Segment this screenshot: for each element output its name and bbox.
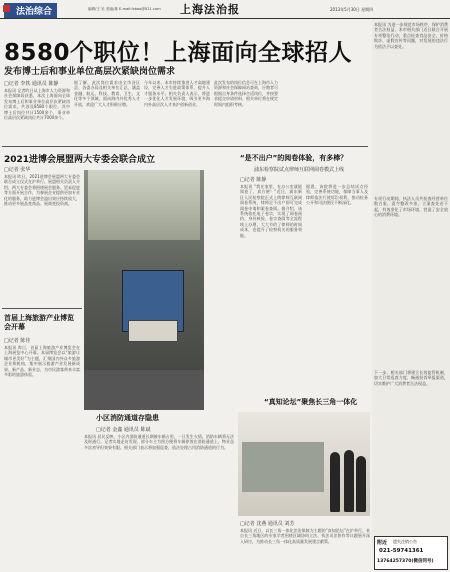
forum-title: “真知论坛”聚焦长三角一体化 bbox=[264, 398, 358, 406]
lead-byline: □记者 李铁 通讯员 陈静 bbox=[4, 81, 59, 87]
right-col-text-3: 下一步，相关部门将建立长效监管机制，加大日常巡查力度，畅通投诉举报渠道，切实维护广大消费者合法权益。 bbox=[374, 370, 448, 386]
divider bbox=[2, 308, 82, 309]
section-label: 法治综合 bbox=[4, 3, 57, 18]
lead-col-3: 今年以来，本市持续推进人才高地建设，完善人才引进政策体系，提升人才服务水平。相关负责人表示，将进一步优化人才发展环境，吸引更多海内外高层次人才来沪创新创业。 bbox=[144, 80, 210, 107]
person bbox=[356, 456, 366, 512]
feature-byline: □记者 陈静 bbox=[240, 177, 267, 183]
forum-photo bbox=[238, 412, 370, 516]
person bbox=[344, 450, 354, 512]
issue-date: 2013年5月30日 星期四 bbox=[330, 7, 374, 12]
display-board bbox=[242, 442, 324, 492]
ad-title: 附近 bbox=[377, 540, 388, 546]
masthead-info: 编辑/王 吴 美编/林 E-mail:fzbao@021.com bbox=[88, 7, 161, 11]
classified-ad bbox=[374, 536, 448, 570]
story2-byline: □记者 张华 bbox=[4, 167, 31, 173]
divider bbox=[2, 146, 368, 147]
photo-story-byline: □记者 金鑫 通讯员 陈斌 bbox=[96, 427, 151, 433]
right-col-text-1: 本报讯 为进一步规范市场秩序，保护消费者合法权益，本市相关部门近日联合开展专项整治行动，重点检查食品安全、价格欺诈、虚假宣传等问题，对发现的违法行为依法予以查处。 bbox=[374, 22, 448, 49]
feature-title: “是不出户”的阅卷体验，有多棒？ bbox=[240, 154, 348, 162]
feature-body-2: 据悉，该院将进一步总结试点经验，完善系统功能，保障当事人及律师依法行使诉讼权利，推动检务公开和司法便民不断深化。 bbox=[306, 184, 368, 206]
truck-bumper bbox=[128, 320, 178, 342]
right-column bbox=[372, 20, 450, 550]
right-col-text-2: 专项行动期间，执法人员共检查经营单位数百家，责令整改多家，立案查处若干起，有效净化了市场环境，营造了安全放心的消费环境。 bbox=[374, 196, 448, 218]
ad-mobile: 13764257370(微信同号) bbox=[377, 559, 434, 564]
story2-body: 本报讯 昨日，2021进博会展盟两大专委会联合成立仪式在沪举行。展盟相关负责人介绍，两大专委会将围绕展会服务、贸易促进等方面开展合作，为参展企业提供更加专业化的服务，助力进博会溢出效应持续放大，推动更多展品变商品、展商变投资商。 bbox=[4, 174, 80, 207]
section-marker-icon bbox=[3, 5, 10, 12]
lead-col-2: 据了解，此次岗位需求由全市各区县、各委办局及相关单位汇总，涵盖金融、航运、科技、教育、卫生、文化等多个领域，面向海内外优秀人才开放，欢迎广大人才积极应聘。 bbox=[74, 80, 140, 107]
fire-lane-photo bbox=[84, 170, 204, 410]
story3-byline: □记者 陈佳 bbox=[4, 338, 31, 344]
forum-byline: □记者 沈燕 通讯员 刘芳 bbox=[240, 521, 295, 527]
masthead bbox=[0, 0, 450, 19]
lead-headline: 8580个职位！上海面向全球招人 bbox=[4, 40, 353, 66]
newspaper-brand: 上海法治报 bbox=[180, 3, 240, 16]
lead-col-4: 此次发布的岗位信息可在上海市人力资源和社会保障网站查询，应聘者可根据自身条件选择合适岗位，并按要求提交申请材料，相关单位将在规定时间内组织考核。 bbox=[214, 80, 278, 107]
lead-col-1: 本报讯 记者昨日从上海市人力资源和社会保障局获悉，本次上海面向全球发布博士后和事业单位高层次紧缺岗位需求，共涉及8580个职位，其中博士后岗位共计1500余个，事业单位高层次紧缺岗位共计7000余个。 bbox=[4, 88, 70, 121]
story3-body: 本报讯 昨日，首届上海旅游产业博览会在上海展览中心开幕。本届博览会以“旅游让城市更美好”为主题，汇聚国内外众多旅游企业和机构，集中展示旅游产业发展新成果、新产品、新业态，为市民游客带来丰富多彩的旅游体验。 bbox=[4, 345, 80, 378]
feature-subtitle: 浦东检察院试点律师互联网阅卷模式上线 bbox=[254, 167, 345, 173]
ground bbox=[84, 370, 204, 410]
story3-title: 首届上海旅游产业博览会开幕 bbox=[4, 314, 74, 331]
ad-phone: 021-59741361 bbox=[379, 548, 424, 554]
person bbox=[330, 452, 340, 512]
lead-subhead: 发布博士后和事业单位高层次紧缺岗位需求 bbox=[4, 67, 176, 77]
building-wall bbox=[88, 170, 200, 240]
photo-story-title: 小区消防通道存隐患 bbox=[96, 414, 159, 422]
photo-story-body: 本报讯 居民反映，小区内消防通道长期被车辆占用，一旦发生火情，消防车辆将无法及时通行。记者实地走访发现，部分车主为图方便将车辆停放在消防通道上，物业虽多次劝导但效果有限。相关部门表示将加强巡查，依法处理占用消防通道的行为。 bbox=[84, 434, 234, 450]
feature-body: 本报讯 “我在家里、在办公室就能阅卷了，真方便！”近日，浦东新区人民检察院正式上线律师互联网阅卷系统，律师足不出户即可完成阅卷申请和案卷查阅。据介绍，该系统依托电子卷宗，实现了阅卷预约、身份核验、卷宗查阅等全流程线上办理，大大节约了律师的时间成本，也提升了检察机关的服务效能。 bbox=[240, 184, 302, 238]
ad-line-1: 遗失注销公告 bbox=[393, 539, 417, 544]
forum-body: 本报讯 近日，以长三角一体化法治保障为主题的“真知论坛”在沪举行。来自长三角地区的专家学者围绕区域协同立法、执法司法协作等议题展开深入研讨，为推动长三角一体化高质量发展建言献策。 bbox=[240, 528, 370, 544]
story2-title: 2021进博会展盟两大专委会联合成立 bbox=[4, 155, 156, 165]
